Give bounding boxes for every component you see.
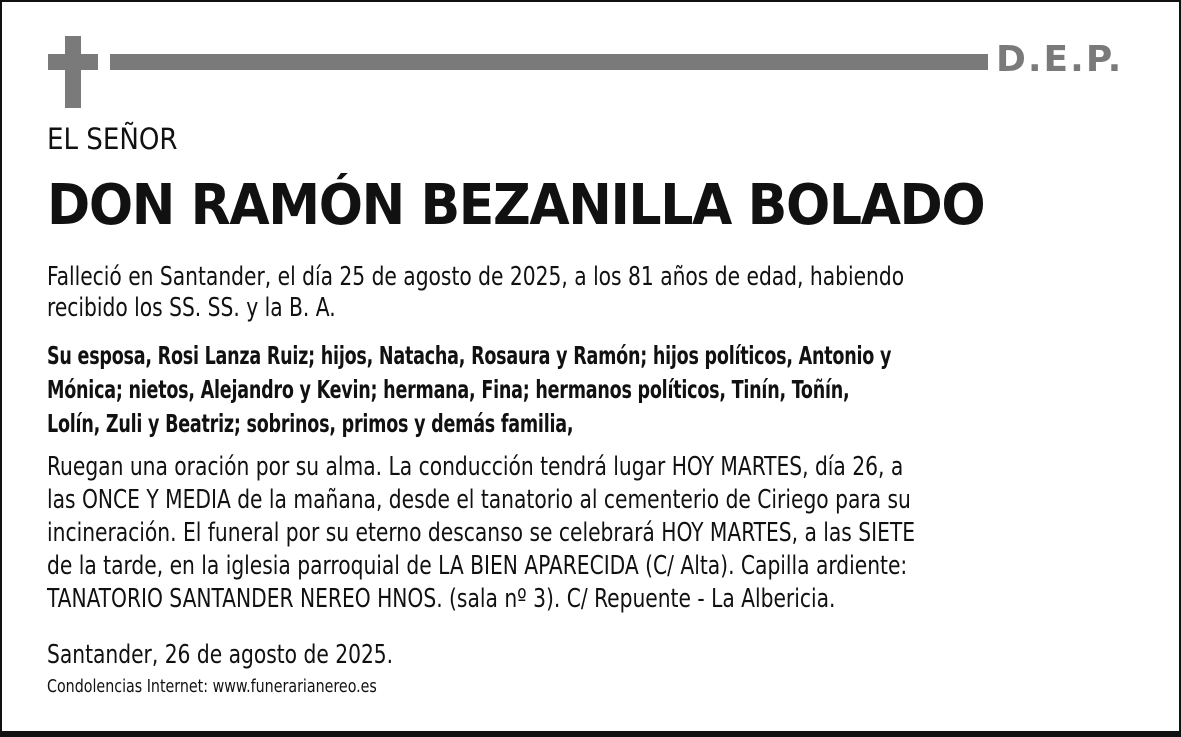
ceremony-line: Ruegan una oración por su alma. La conducción tendrá lugar HOY MARTES, día 26, a — [47, 452, 904, 482]
ceremony-line: TANATORIO SANTANDER NEREO HNOS. (sala nº 3). C/ Repuente - La Albericia. — [47, 584, 836, 614]
cross-horizontal-bar — [48, 54, 98, 70]
header-rule — [110, 54, 988, 70]
condolences-link: Condolencias Internet: www.funerarianereo.es — [47, 676, 377, 697]
place-date: Santander, 26 de agosto de 2025. — [47, 640, 394, 670]
deceased-name: DON RAMÓN BEZANILLA BOLADO — [47, 173, 985, 238]
ceremony-line: incineración. El funeral por su eterno descanso se celebrará HOY MARTES, a las SIETE — [47, 518, 916, 548]
death-notice-line: recibido los SS. SS. y la B. A. — [47, 293, 336, 323]
death-notice — [47, 262, 904, 324]
cross-vertical-bar — [65, 36, 81, 108]
ceremony-line: las ONCE Y MEDIA de la mañana, desde el tanatorio al cementerio de Ciriego para su — [47, 485, 911, 515]
dep-label: D.E.P. — [996, 39, 1124, 80]
intro-label: EL SEÑOR — [47, 122, 178, 156]
family-line: Su esposa, Rosi Lanza Ruiz; hijos, Natacha, Rosaura y Ramón; hijos políticos, Antonio y — [47, 341, 892, 370]
family-line: Mónica; nietos, Alejandro y Kevin; hermana, Fina; hermanos políticos, Tinín, Toñín, — [47, 375, 850, 404]
ceremony-details — [47, 451, 915, 616]
ceremony-line: de la tarde, en la iglesia parroquial de LA BIEN APARECIDA (C/ Alta). Capilla ardiente: — [47, 551, 908, 581]
family-line: Lolín, Zuli y Beatriz; sobrinos, primos y demás familia, — [47, 409, 574, 438]
death-notice-line: Falleció en Santander, el día 25 de agosto de 2025, a los 81 años de edad, habiendo — [47, 262, 905, 292]
family-list — [47, 339, 891, 441]
